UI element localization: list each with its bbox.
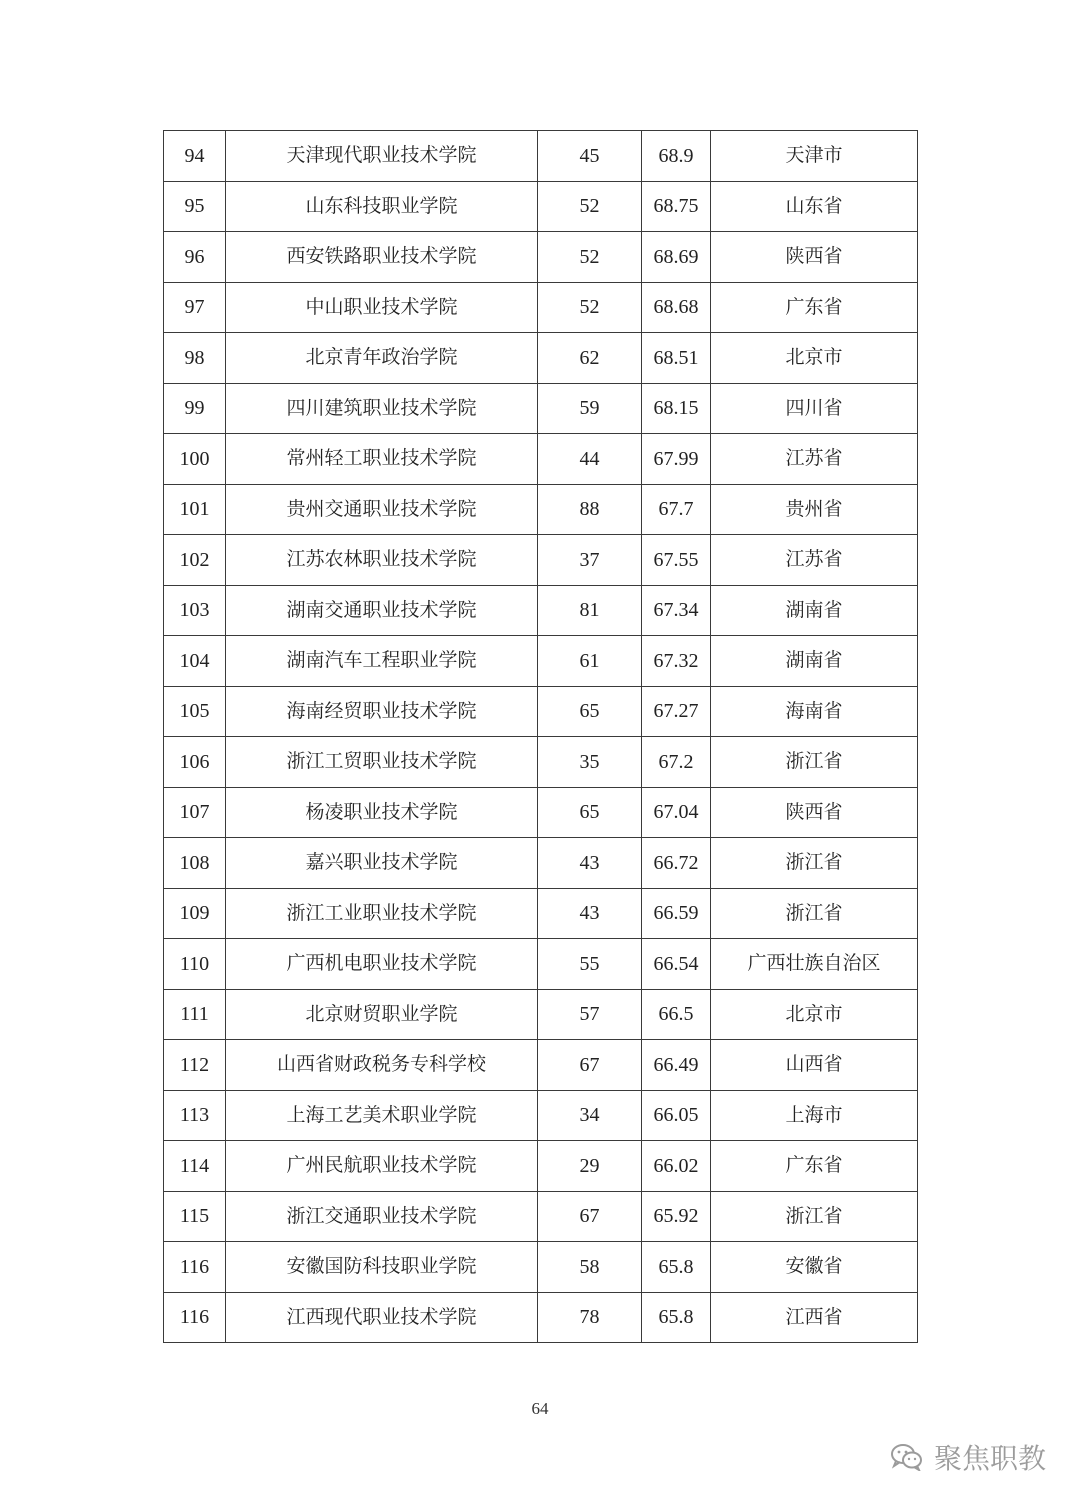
school-name-cell: 杨凌职业技术学院 (226, 787, 538, 838)
rank-cell: 113 (164, 1090, 226, 1141)
rank-cell: 98 (164, 333, 226, 384)
table-row (164, 535, 918, 586)
score-cell: 67.99 (642, 434, 711, 485)
table-row (164, 383, 918, 434)
school-name-cell: 浙江工贸职业技术学院 (226, 737, 538, 788)
rank-cell: 111 (164, 989, 226, 1040)
school-name-cell: 北京财贸职业学院 (226, 989, 538, 1040)
school-name-cell: 嘉兴职业技术学院 (226, 838, 538, 889)
score-cell: 68.15 (642, 383, 711, 434)
region-cell: 四川省 (711, 383, 918, 434)
school-name-cell: 安徽国防科技职业学院 (226, 1242, 538, 1293)
rank-cell: 108 (164, 838, 226, 889)
table-row (164, 131, 918, 182)
watermark (890, 1437, 1046, 1477)
table-row (164, 1242, 918, 1293)
school-name-cell: 西安铁路职业技术学院 (226, 232, 538, 283)
school-name-cell: 山东科技职业学院 (226, 181, 538, 232)
region-cell: 江苏省 (711, 434, 918, 485)
school-name-cell: 江西现代职业技术学院 (226, 1292, 538, 1343)
rank-cell: 115 (164, 1191, 226, 1242)
school-name-cell: 广州民航职业技术学院 (226, 1141, 538, 1192)
rank-cell: 106 (164, 737, 226, 788)
region-cell: 浙江省 (711, 1191, 918, 1242)
rank-cell: 103 (164, 585, 226, 636)
school-name-cell: 浙江交通职业技术学院 (226, 1191, 538, 1242)
rank-cell: 95 (164, 181, 226, 232)
page-number: 64 (531, 1399, 549, 1418)
school-name-cell: 天津现代职业技术学院 (226, 131, 538, 182)
table-row (164, 939, 918, 990)
count-cell: 62 (538, 333, 642, 384)
count-cell: 78 (538, 1292, 642, 1343)
score-cell: 67.7 (642, 484, 711, 535)
count-cell: 57 (538, 989, 642, 1040)
school-name-cell: 四川建筑职业技术学院 (226, 383, 538, 434)
count-cell: 61 (538, 636, 642, 687)
watermark-text: 聚焦职教 (933, 1442, 1046, 1475)
school-name-cell: 山西省财政税务专科学校 (226, 1040, 538, 1091)
table-row (164, 838, 918, 889)
score-cell: 68.75 (642, 181, 711, 232)
count-cell: 45 (538, 131, 642, 182)
rank-cell: 99 (164, 383, 226, 434)
count-cell: 67 (538, 1191, 642, 1242)
region-cell: 安徽省 (711, 1242, 918, 1293)
table-row (164, 787, 918, 838)
table-row (164, 686, 918, 737)
table-row (164, 434, 918, 485)
region-cell: 上海市 (711, 1090, 918, 1141)
region-cell: 山东省 (711, 181, 918, 232)
rank-cell: 102 (164, 535, 226, 586)
school-name-cell: 中山职业技术学院 (226, 282, 538, 333)
table-row (164, 333, 918, 384)
count-cell: 37 (538, 535, 642, 586)
region-cell: 湖南省 (711, 636, 918, 687)
count-cell: 58 (538, 1242, 642, 1293)
score-cell: 65.8 (642, 1242, 711, 1293)
score-cell: 67.04 (642, 787, 711, 838)
count-cell: 35 (538, 737, 642, 788)
score-cell: 67.27 (642, 686, 711, 737)
region-cell: 浙江省 (711, 888, 918, 939)
count-cell: 81 (538, 585, 642, 636)
region-cell: 陕西省 (711, 232, 918, 283)
score-cell: 66.54 (642, 939, 711, 990)
school-name-cell: 浙江工业职业技术学院 (226, 888, 538, 939)
count-cell: 52 (538, 181, 642, 232)
count-cell: 67 (538, 1040, 642, 1091)
wechat-icon (890, 1443, 924, 1471)
score-cell: 68.69 (642, 232, 711, 283)
school-name-cell: 海南经贸职业技术学院 (226, 686, 538, 737)
region-cell: 天津市 (711, 131, 918, 182)
count-cell: 52 (538, 282, 642, 333)
school-name-cell: 上海工艺美术职业学院 (226, 1090, 538, 1141)
score-cell: 66.72 (642, 838, 711, 889)
school-name-cell: 湖南汽车工程职业学院 (226, 636, 538, 687)
score-cell: 66.59 (642, 888, 711, 939)
rank-cell: 112 (164, 1040, 226, 1091)
table-row (164, 232, 918, 283)
count-cell: 88 (538, 484, 642, 535)
score-cell: 68.9 (642, 131, 711, 182)
region-cell: 北京市 (711, 333, 918, 384)
count-cell: 29 (538, 1141, 642, 1192)
school-name-cell: 湖南交通职业技术学院 (226, 585, 538, 636)
region-cell: 广东省 (711, 1141, 918, 1192)
count-cell: 65 (538, 686, 642, 737)
table-row (164, 888, 918, 939)
region-cell: 海南省 (711, 686, 918, 737)
score-cell: 67.2 (642, 737, 711, 788)
region-cell: 江苏省 (711, 535, 918, 586)
school-name-cell: 广西机电职业技术学院 (226, 939, 538, 990)
rank-cell: 107 (164, 787, 226, 838)
score-cell: 66.02 (642, 1141, 711, 1192)
school-name-cell: 常州轻工职业技术学院 (226, 434, 538, 485)
table-row (164, 1090, 918, 1141)
table-row (164, 585, 918, 636)
table-row (164, 1191, 918, 1242)
score-cell: 65.92 (642, 1191, 711, 1242)
region-cell: 江西省 (711, 1292, 918, 1343)
ranking-table (163, 130, 918, 1343)
table-row (164, 1040, 918, 1091)
region-cell: 山西省 (711, 1040, 918, 1091)
score-cell: 68.68 (642, 282, 711, 333)
rank-cell: 109 (164, 888, 226, 939)
rank-cell: 96 (164, 232, 226, 283)
rank-cell: 97 (164, 282, 226, 333)
score-cell: 68.51 (642, 333, 711, 384)
score-cell: 66.49 (642, 1040, 711, 1091)
region-cell: 广东省 (711, 282, 918, 333)
region-cell: 广西壮族自治区 (711, 939, 918, 990)
school-name-cell: 贵州交通职业技术学院 (226, 484, 538, 535)
score-cell: 66.05 (642, 1090, 711, 1141)
region-cell: 浙江省 (711, 737, 918, 788)
rank-cell: 104 (164, 636, 226, 687)
count-cell: 43 (538, 888, 642, 939)
region-cell: 浙江省 (711, 838, 918, 889)
count-cell: 65 (538, 787, 642, 838)
rank-cell: 110 (164, 939, 226, 990)
table-row (164, 989, 918, 1040)
score-cell: 66.5 (642, 989, 711, 1040)
count-cell: 44 (538, 434, 642, 485)
count-cell: 59 (538, 383, 642, 434)
count-cell: 55 (538, 939, 642, 990)
table-body (164, 131, 918, 1343)
score-cell: 67.34 (642, 585, 711, 636)
region-cell: 北京市 (711, 989, 918, 1040)
rank-cell: 100 (164, 434, 226, 485)
table-row (164, 636, 918, 687)
count-cell: 52 (538, 232, 642, 283)
rank-cell: 116 (164, 1242, 226, 1293)
table-row (164, 737, 918, 788)
rank-cell: 114 (164, 1141, 226, 1192)
count-cell: 34 (538, 1090, 642, 1141)
table-row (164, 181, 918, 232)
rank-cell: 101 (164, 484, 226, 535)
table-row (164, 1292, 918, 1343)
score-cell: 67.55 (642, 535, 711, 586)
region-cell: 湖南省 (711, 585, 918, 636)
score-cell: 67.32 (642, 636, 711, 687)
school-name-cell: 北京青年政治学院 (226, 333, 538, 384)
region-cell: 贵州省 (711, 484, 918, 535)
region-cell: 陕西省 (711, 787, 918, 838)
rank-cell: 105 (164, 686, 226, 737)
rank-cell: 94 (164, 131, 226, 182)
score-cell: 65.8 (642, 1292, 711, 1343)
school-name-cell: 江苏农林职业技术学院 (226, 535, 538, 586)
count-cell: 43 (538, 838, 642, 889)
rank-cell: 116 (164, 1292, 226, 1343)
table-row (164, 282, 918, 333)
table-row (164, 1141, 918, 1192)
table-row (164, 484, 918, 535)
